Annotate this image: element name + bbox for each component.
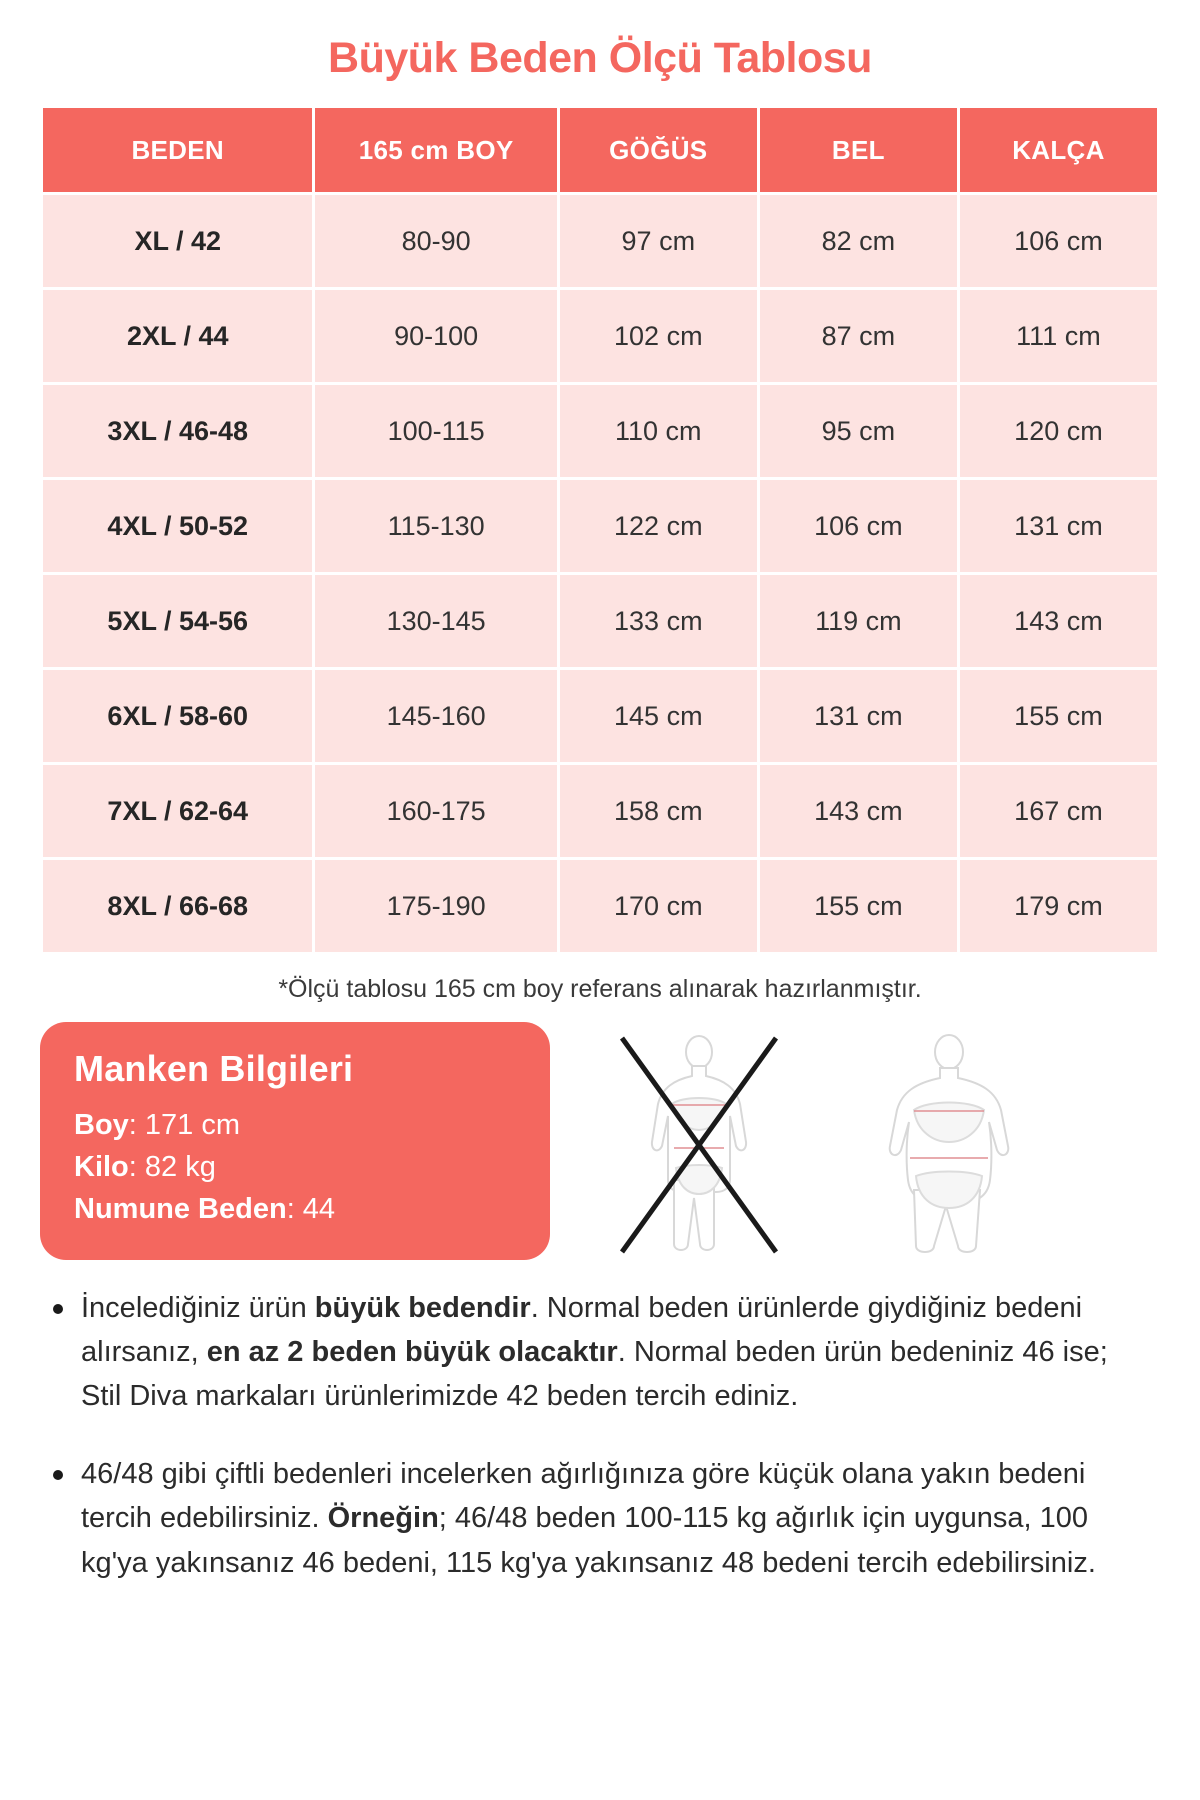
- table-cell-weight: 175-190: [315, 860, 556, 952]
- table-cell-hip: 131 cm: [960, 480, 1157, 572]
- table-row: [43, 385, 1157, 477]
- body-figures: [574, 1022, 1044, 1260]
- table-cell-bust: 133 cm: [560, 575, 757, 667]
- table-cell-size: 3XL / 46-48: [43, 385, 312, 477]
- plus-figure-wrap: [854, 1030, 1044, 1260]
- table-cell-waist: 143 cm: [760, 765, 957, 857]
- table-cell-bust: 158 cm: [560, 765, 757, 857]
- bullet-text: [81, 1452, 1155, 1584]
- table-cell-weight: 115-130: [315, 480, 556, 572]
- table-cell-waist: 106 cm: [760, 480, 957, 572]
- table-cell-hip: 155 cm: [960, 670, 1157, 762]
- table-cell-size: XL / 42: [43, 195, 312, 287]
- table-row: [43, 480, 1157, 572]
- table-cell-weight: 160-175: [315, 765, 556, 857]
- model-sample-size-value: : 44: [286, 1193, 336, 1226]
- table-cell-size: 4XL / 50-52: [43, 480, 312, 572]
- table-cell-hip: 167 cm: [960, 765, 1157, 857]
- model-height-value: : 171 cm: [128, 1109, 241, 1141]
- table-cell-bust: 122 cm: [560, 480, 757, 572]
- model-sample-size-row: [74, 1188, 516, 1230]
- table-cell-waist: 155 cm: [760, 860, 957, 952]
- table-row: [43, 670, 1157, 762]
- table-row: [43, 860, 1157, 952]
- size-table: [40, 105, 1160, 955]
- model-height-label: Boy: [74, 1109, 129, 1141]
- table-header-cell: GÖĞÜS: [560, 108, 757, 192]
- model-sample-size-label: Numune Beden: [74, 1193, 287, 1226]
- bullet-dot-icon: [53, 1304, 63, 1314]
- bullet-text-part: 46/48 gibi çiftli bedenleri incelerken ağırlığınıza göre küçük olana yakın bedeni tercih edebilirsiniz.: [81, 1458, 1086, 1535]
- table-cell-bust: 110 cm: [560, 385, 757, 477]
- table-cell-hip: 179 cm: [960, 860, 1157, 952]
- model-weight-value: : 82 kg: [128, 1151, 216, 1184]
- bullet-text-part-bold: en az 2 beden büyük olacaktır: [206, 1336, 618, 1369]
- table-cell-bust: 102 cm: [560, 290, 757, 382]
- table-cell-weight: 100-115: [315, 385, 556, 477]
- table-header-cell: BEDEN: [43, 108, 312, 192]
- bullet-text-part: İncelediğiniz ürün: [81, 1292, 315, 1325]
- table-row: [43, 195, 1157, 287]
- table-cell-waist: 82 cm: [760, 195, 957, 287]
- notes-list: [45, 1286, 1155, 1584]
- table-cell-size: 6XL / 58-60: [43, 670, 312, 762]
- table-header-cell: 165 cm BOY: [315, 108, 556, 192]
- table-cell-hip: 143 cm: [960, 575, 1157, 667]
- table-row: [43, 765, 1157, 857]
- table-cell-waist: 119 cm: [760, 575, 957, 667]
- model-info-card: [40, 1022, 550, 1260]
- bullet-text-part-bold: Örneğin: [327, 1502, 439, 1535]
- page-title: Büyük Beden Ölçü Tablosu: [328, 34, 872, 82]
- table-cell-waist: 131 cm: [760, 670, 957, 762]
- table-cell-weight: 90-100: [315, 290, 556, 382]
- table-cell-bust: 170 cm: [560, 860, 757, 952]
- table-cell-hip: 111 cm: [960, 290, 1157, 382]
- table-cell-weight: 80-90: [315, 195, 556, 287]
- table-cell-weight: 130-145: [315, 575, 556, 667]
- table-cell-weight: 145-160: [315, 670, 556, 762]
- table-cell-waist: 87 cm: [760, 290, 957, 382]
- table-footnote: *Ölçü tablosu 165 cm boy referans alınarak hazırlanmıştır.: [278, 975, 922, 1003]
- model-weight-label: Kilo: [74, 1151, 129, 1184]
- table-cell-size: 7XL / 62-64: [43, 765, 312, 857]
- bullet-text-part: . Normal beden ürünlerde giydiğiniz bedeni alırsanız,: [81, 1292, 1083, 1369]
- model-weight-row: [74, 1146, 516, 1188]
- table-row: [43, 575, 1157, 667]
- table-cell-bust: 97 cm: [560, 195, 757, 287]
- table-cell-size: 8XL / 66-68: [43, 860, 312, 952]
- table-cell-hip: 106 cm: [960, 195, 1157, 287]
- list-item: [45, 1286, 1155, 1418]
- table-row: [43, 290, 1157, 382]
- table-cell-hip: 120 cm: [960, 385, 1157, 477]
- slim-body-figure-icon: [604, 1030, 794, 1260]
- model-info-heading: Manken Bilgileri: [74, 1048, 354, 1089]
- table-header-cell: KALÇA: [960, 108, 1157, 192]
- plus-size-body-figure-icon: [854, 1030, 1044, 1260]
- table-cell-waist: 95 cm: [760, 385, 957, 477]
- model-height-row: [74, 1104, 516, 1146]
- slim-figure-wrap: [604, 1030, 794, 1260]
- bullet-text-part-bold: büyük bedendir: [314, 1292, 531, 1325]
- bullet-text-part: . Normal beden ürün bedeniniz 46 ise; Stil Diva markaları ürünlerimizde 42 beden tercih ediniz.: [81, 1336, 1108, 1413]
- table-cell-bust: 145 cm: [560, 670, 757, 762]
- list-item: [45, 1452, 1155, 1584]
- bullet-text-part: ; 46/48 beden 100-115 kg ağırlık için uygunsa, 100 kg'ya yakınsanız 46 bedeni, 115 kg'ya yakınsanız 48 bedeni tercih edebilirsiniz.: [81, 1502, 1096, 1579]
- table-header-row: [43, 108, 1157, 192]
- table-cell-size: 5XL / 54-56: [43, 575, 312, 667]
- bullet-text: [81, 1286, 1155, 1418]
- model-info-section: [40, 1022, 1160, 1260]
- table-header-cell: BEL: [760, 108, 957, 192]
- bullet-dot-icon: [53, 1470, 63, 1480]
- table-cell-size: 2XL / 44: [43, 290, 312, 382]
